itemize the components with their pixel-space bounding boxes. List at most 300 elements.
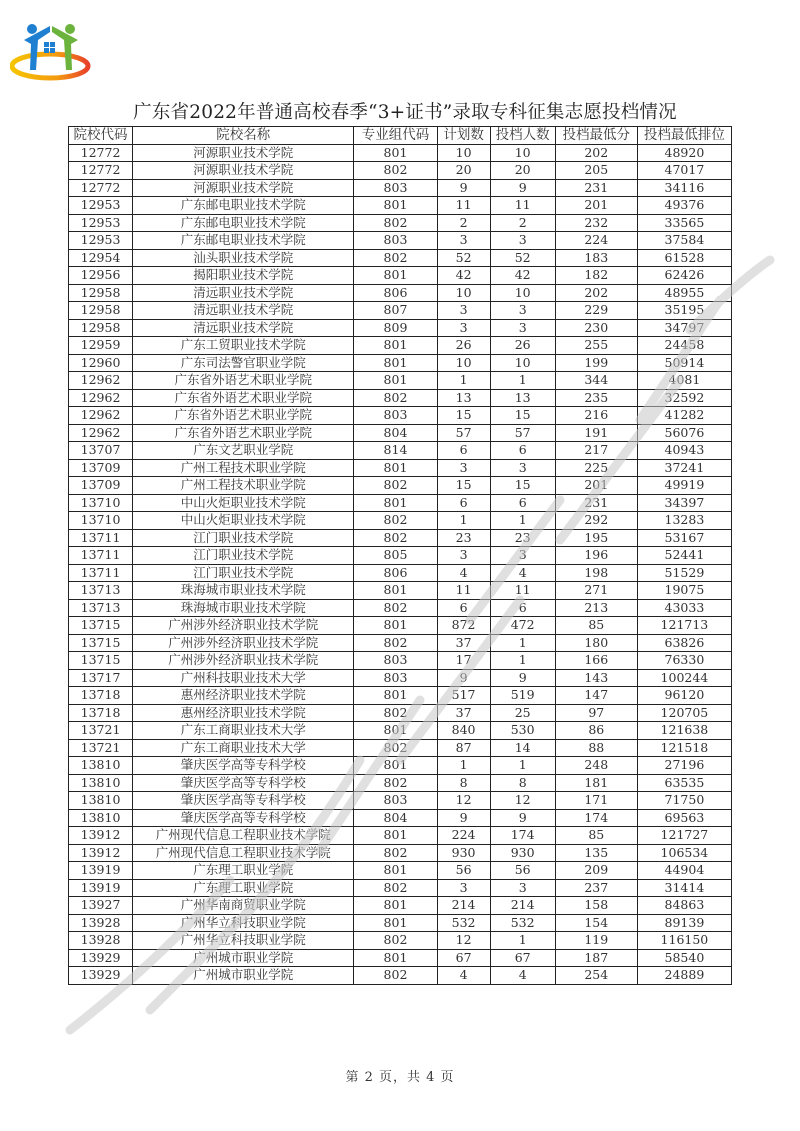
cell-major-group-code: 802 bbox=[354, 704, 437, 722]
cell-min-rank: 96120 bbox=[637, 687, 731, 705]
cell-major-group-code: 803 bbox=[354, 179, 437, 197]
cell-plan-count: 6 bbox=[437, 494, 490, 512]
cell-min-score: 254 bbox=[555, 967, 637, 985]
cell-school-code: 13713 bbox=[69, 582, 133, 600]
cell-min-score: 344 bbox=[555, 372, 637, 390]
cell-min-rank: 49919 bbox=[637, 477, 731, 495]
cell-major-group-code: 801 bbox=[354, 372, 437, 390]
cell-min-score: 248 bbox=[555, 757, 637, 775]
cell-school-code: 13709 bbox=[69, 459, 133, 477]
table-row bbox=[69, 809, 732, 827]
cell-min-rank: 56076 bbox=[637, 424, 731, 442]
cell-min-rank: 24889 bbox=[637, 967, 731, 985]
cell-school-code: 13810 bbox=[69, 809, 133, 827]
cell-min-rank: 47017 bbox=[637, 162, 731, 180]
cell-plan-count: 12 bbox=[437, 792, 490, 810]
cell-plan-count: 6 bbox=[437, 599, 490, 617]
cell-submitted-count: 3 bbox=[490, 459, 555, 477]
cell-plan-count: 56 bbox=[437, 862, 490, 880]
table-row bbox=[69, 547, 732, 565]
cell-school-code: 13718 bbox=[69, 704, 133, 722]
table-row bbox=[69, 372, 732, 390]
cell-major-group-code: 814 bbox=[354, 442, 437, 460]
cell-school-name: 汕头职业技术学院 bbox=[133, 249, 354, 267]
table-row bbox=[69, 897, 732, 915]
cell-major-group-code: 801 bbox=[354, 459, 437, 477]
cell-min-rank: 48955 bbox=[637, 284, 731, 302]
cell-school-code: 13707 bbox=[69, 442, 133, 460]
cell-plan-count: 11 bbox=[437, 582, 490, 600]
table-row bbox=[69, 914, 732, 932]
cell-min-score: 154 bbox=[555, 914, 637, 932]
table-row bbox=[69, 634, 732, 652]
cell-plan-count: 37 bbox=[437, 704, 490, 722]
cell-school-code: 13810 bbox=[69, 774, 133, 792]
cell-major-group-code: 801 bbox=[354, 267, 437, 285]
cell-plan-count: 6 bbox=[437, 442, 490, 460]
cell-min-rank: 89139 bbox=[637, 914, 731, 932]
table-row bbox=[69, 932, 732, 950]
cell-major-group-code: 802 bbox=[354, 512, 437, 530]
cell-major-group-code: 805 bbox=[354, 547, 437, 565]
cell-submitted-count: 530 bbox=[490, 722, 555, 740]
cell-major-group-code: 802 bbox=[354, 214, 437, 232]
cell-min-rank: 100244 bbox=[637, 669, 731, 687]
cell-min-rank: 48920 bbox=[637, 144, 731, 162]
cell-school-code: 12962 bbox=[69, 424, 133, 442]
cell-min-rank: 37584 bbox=[637, 232, 731, 250]
cell-major-group-code: 802 bbox=[354, 162, 437, 180]
cell-school-code: 12962 bbox=[69, 372, 133, 390]
cell-min-score: 237 bbox=[555, 879, 637, 897]
cell-major-group-code: 801 bbox=[354, 354, 437, 372]
table-row bbox=[69, 599, 732, 617]
cell-school-code: 13810 bbox=[69, 792, 133, 810]
table-row bbox=[69, 862, 732, 880]
cell-min-score: 225 bbox=[555, 459, 637, 477]
cell-submitted-count: 3 bbox=[490, 879, 555, 897]
cell-school-name: 河源职业技术学院 bbox=[133, 144, 354, 162]
table-row bbox=[69, 704, 732, 722]
cell-min-rank: 27196 bbox=[637, 757, 731, 775]
cell-school-name: 广州涉外经济职业技术学院 bbox=[133, 617, 354, 635]
table-row bbox=[69, 529, 732, 547]
cell-plan-count: 3 bbox=[437, 302, 490, 320]
cell-min-rank: 58540 bbox=[637, 949, 731, 967]
cell-school-code: 13919 bbox=[69, 879, 133, 897]
cell-major-group-code: 802 bbox=[354, 389, 437, 407]
cell-min-rank: 50914 bbox=[637, 354, 731, 372]
cell-school-name: 广东工商职业技术大学 bbox=[133, 739, 354, 757]
cell-major-group-code: 803 bbox=[354, 669, 437, 687]
cell-school-code: 12953 bbox=[69, 197, 133, 215]
cell-plan-count: 10 bbox=[437, 354, 490, 372]
cell-school-name: 广东司法警官职业学院 bbox=[133, 354, 354, 372]
table-row bbox=[69, 214, 732, 232]
table-row bbox=[69, 337, 732, 355]
cell-major-group-code: 803 bbox=[354, 232, 437, 250]
cell-major-group-code: 802 bbox=[354, 634, 437, 652]
cell-submitted-count: 6 bbox=[490, 494, 555, 512]
cell-min-rank: 121713 bbox=[637, 617, 731, 635]
document-title: 广东省2022年普通高校春季“3+证书”录取专科征集志愿投档情况 bbox=[133, 102, 677, 123]
cell-min-score: 201 bbox=[555, 197, 637, 215]
table-row bbox=[69, 162, 732, 180]
cell-school-name: 广州城市职业学院 bbox=[133, 967, 354, 985]
table-row bbox=[69, 792, 732, 810]
cell-submitted-count: 52 bbox=[490, 249, 555, 267]
cell-submitted-count: 3 bbox=[490, 302, 555, 320]
cell-min-rank: 63535 bbox=[637, 774, 731, 792]
cell-min-score: 86 bbox=[555, 722, 637, 740]
cell-min-score: 195 bbox=[555, 529, 637, 547]
cell-plan-count: 42 bbox=[437, 267, 490, 285]
table-row bbox=[69, 407, 732, 425]
cell-min-score: 143 bbox=[555, 669, 637, 687]
cell-min-score: 202 bbox=[555, 144, 637, 162]
cell-min-score: 216 bbox=[555, 407, 637, 425]
cell-submitted-count: 214 bbox=[490, 897, 555, 915]
cell-school-code: 13710 bbox=[69, 512, 133, 530]
cell-submitted-count: 1 bbox=[490, 652, 555, 670]
header-school-code: 院校代码 bbox=[69, 127, 133, 145]
cell-min-score: 166 bbox=[555, 652, 637, 670]
cell-school-name: 肇庆医学高等专科学校 bbox=[133, 792, 354, 810]
cell-submitted-count: 930 bbox=[490, 844, 555, 862]
cell-min-rank: 69563 bbox=[637, 809, 731, 827]
cell-submitted-count: 11 bbox=[490, 197, 555, 215]
table-row bbox=[69, 232, 732, 250]
cell-min-score: 119 bbox=[555, 932, 637, 950]
cell-major-group-code: 801 bbox=[354, 862, 437, 880]
table-row bbox=[69, 319, 732, 337]
cell-min-rank: 121518 bbox=[637, 739, 731, 757]
page-footer: 第 2 页，共 4 页 bbox=[345, 1070, 455, 1085]
table-row bbox=[69, 827, 732, 845]
cell-min-rank: 53167 bbox=[637, 529, 731, 547]
cell-school-name: 广东邮电职业技术学院 bbox=[133, 232, 354, 250]
cell-min-rank: 121638 bbox=[637, 722, 731, 740]
table-row bbox=[69, 652, 732, 670]
cell-school-name: 广州工程技术职业学院 bbox=[133, 477, 354, 495]
cell-min-rank: 41282 bbox=[637, 407, 731, 425]
cell-min-score: 135 bbox=[555, 844, 637, 862]
cell-min-rank: 120705 bbox=[637, 704, 731, 722]
cell-school-code: 13711 bbox=[69, 529, 133, 547]
cell-school-code: 12960 bbox=[69, 354, 133, 372]
cell-school-name: 广州现代信息工程职业技术学院 bbox=[133, 844, 354, 862]
cell-school-code: 13710 bbox=[69, 494, 133, 512]
admission-table bbox=[68, 126, 732, 985]
cell-plan-count: 4 bbox=[437, 967, 490, 985]
cell-school-code: 13711 bbox=[69, 564, 133, 582]
cell-major-group-code: 801 bbox=[354, 757, 437, 775]
cell-major-group-code: 802 bbox=[354, 249, 437, 267]
cell-min-score: 232 bbox=[555, 214, 637, 232]
table-row bbox=[69, 284, 732, 302]
cell-submitted-count: 15 bbox=[490, 477, 555, 495]
cell-school-name: 广州工程技术职业学院 bbox=[133, 459, 354, 477]
cell-plan-count: 10 bbox=[437, 144, 490, 162]
table-row bbox=[69, 442, 732, 460]
cell-school-code: 12772 bbox=[69, 179, 133, 197]
cell-school-name: 广东邮电职业技术学院 bbox=[133, 214, 354, 232]
cell-min-score: 230 bbox=[555, 319, 637, 337]
cell-plan-count: 10 bbox=[437, 284, 490, 302]
cell-plan-count: 26 bbox=[437, 337, 490, 355]
cell-plan-count: 4 bbox=[437, 564, 490, 582]
header-major-group-code: 专业组代码 bbox=[354, 127, 437, 145]
cell-submitted-count: 3 bbox=[490, 319, 555, 337]
cell-school-code: 13715 bbox=[69, 652, 133, 670]
cell-min-score: 201 bbox=[555, 477, 637, 495]
cell-plan-count: 12 bbox=[437, 932, 490, 950]
cell-min-rank: 62426 bbox=[637, 267, 731, 285]
cell-school-name: 珠海城市职业技术学院 bbox=[133, 582, 354, 600]
cell-plan-count: 9 bbox=[437, 809, 490, 827]
cell-plan-count: 224 bbox=[437, 827, 490, 845]
cell-min-score: 196 bbox=[555, 547, 637, 565]
cell-school-code: 13919 bbox=[69, 862, 133, 880]
cell-submitted-count: 10 bbox=[490, 284, 555, 302]
cell-min-rank: 121727 bbox=[637, 827, 731, 845]
cell-school-code: 12953 bbox=[69, 232, 133, 250]
table-row bbox=[69, 722, 732, 740]
cell-min-score: 229 bbox=[555, 302, 637, 320]
cell-min-rank: 116150 bbox=[637, 932, 731, 950]
table-row bbox=[69, 179, 732, 197]
table-row bbox=[69, 967, 732, 985]
cell-submitted-count: 472 bbox=[490, 617, 555, 635]
cell-min-score: 231 bbox=[555, 179, 637, 197]
cell-submitted-count: 57 bbox=[490, 424, 555, 442]
cell-submitted-count: 10 bbox=[490, 354, 555, 372]
cell-major-group-code: 806 bbox=[354, 284, 437, 302]
cell-school-name: 肇庆医学高等专科学校 bbox=[133, 809, 354, 827]
cell-school-code: 12962 bbox=[69, 407, 133, 425]
cell-school-code: 13928 bbox=[69, 914, 133, 932]
cell-plan-count: 17 bbox=[437, 652, 490, 670]
cell-school-code: 13929 bbox=[69, 967, 133, 985]
cell-major-group-code: 807 bbox=[354, 302, 437, 320]
cell-min-score: 224 bbox=[555, 232, 637, 250]
cell-major-group-code: 802 bbox=[354, 844, 437, 862]
cell-min-rank: 34397 bbox=[637, 494, 731, 512]
cell-school-code: 12772 bbox=[69, 162, 133, 180]
cell-school-name: 揭阳职业技术学院 bbox=[133, 267, 354, 285]
cell-submitted-count: 1 bbox=[490, 757, 555, 775]
cell-plan-count: 57 bbox=[437, 424, 490, 442]
cell-plan-count: 13 bbox=[437, 389, 490, 407]
cell-min-rank: 49376 bbox=[637, 197, 731, 215]
header-plan-count: 计划数 bbox=[437, 127, 490, 145]
cell-school-name: 广州华南商贸职业学院 bbox=[133, 897, 354, 915]
cell-min-score: 205 bbox=[555, 162, 637, 180]
cell-major-group-code: 801 bbox=[354, 197, 437, 215]
cell-major-group-code: 802 bbox=[354, 967, 437, 985]
cell-school-code: 13717 bbox=[69, 669, 133, 687]
cell-submitted-count: 9 bbox=[490, 179, 555, 197]
header-submitted-count: 投档人数 bbox=[490, 127, 555, 145]
cell-school-code: 12962 bbox=[69, 389, 133, 407]
cell-submitted-count: 1 bbox=[490, 634, 555, 652]
cell-min-score: 181 bbox=[555, 774, 637, 792]
cell-submitted-count: 8 bbox=[490, 774, 555, 792]
cell-major-group-code: 801 bbox=[354, 494, 437, 512]
cell-school-code: 12954 bbox=[69, 249, 133, 267]
cell-school-code: 13715 bbox=[69, 617, 133, 635]
cell-school-code: 12958 bbox=[69, 302, 133, 320]
cell-school-name: 广州涉外经济职业技术学院 bbox=[133, 634, 354, 652]
cell-major-group-code: 801 bbox=[354, 722, 437, 740]
table-row bbox=[69, 494, 732, 512]
table-row bbox=[69, 844, 732, 862]
cell-school-name: 广州华立科技职业学院 bbox=[133, 914, 354, 932]
cell-school-name: 中山火炬职业技术学院 bbox=[133, 512, 354, 530]
cell-submitted-count: 3 bbox=[490, 232, 555, 250]
cell-school-name: 清远职业技术学院 bbox=[133, 319, 354, 337]
cell-min-score: 231 bbox=[555, 494, 637, 512]
cell-submitted-count: 4 bbox=[490, 564, 555, 582]
cell-min-rank: 4081 bbox=[637, 372, 731, 390]
cell-plan-count: 52 bbox=[437, 249, 490, 267]
cell-min-score: 235 bbox=[555, 389, 637, 407]
cell-major-group-code: 802 bbox=[354, 932, 437, 950]
cell-school-name: 广州科技职业技术大学 bbox=[133, 669, 354, 687]
cell-school-code: 13715 bbox=[69, 634, 133, 652]
cell-plan-count: 8 bbox=[437, 774, 490, 792]
cell-plan-count: 9 bbox=[437, 179, 490, 197]
cell-submitted-count: 23 bbox=[490, 529, 555, 547]
cell-min-rank: 61528 bbox=[637, 249, 731, 267]
cell-school-code: 12772 bbox=[69, 144, 133, 162]
table-row bbox=[69, 617, 732, 635]
cell-min-score: 271 bbox=[555, 582, 637, 600]
cell-min-score: 182 bbox=[555, 267, 637, 285]
cell-major-group-code: 802 bbox=[354, 739, 437, 757]
cell-school-code: 13810 bbox=[69, 757, 133, 775]
cell-min-score: 209 bbox=[555, 862, 637, 880]
table-row bbox=[69, 774, 732, 792]
table-row bbox=[69, 512, 732, 530]
cell-school-name: 珠海城市职业技术学院 bbox=[133, 599, 354, 617]
cell-major-group-code: 803 bbox=[354, 652, 437, 670]
cell-submitted-count: 67 bbox=[490, 949, 555, 967]
cell-min-score: 183 bbox=[555, 249, 637, 267]
cell-school-name: 广东理工职业学院 bbox=[133, 862, 354, 880]
cell-school-name: 广东理工职业学院 bbox=[133, 879, 354, 897]
cell-school-name: 惠州经济职业技术学院 bbox=[133, 687, 354, 705]
cell-submitted-count: 42 bbox=[490, 267, 555, 285]
cell-school-name: 广东邮电职业技术学院 bbox=[133, 197, 354, 215]
table-row bbox=[69, 949, 732, 967]
cell-school-name: 广东省外语艺术职业学院 bbox=[133, 424, 354, 442]
cell-school-code: 12958 bbox=[69, 319, 133, 337]
cell-submitted-count: 20 bbox=[490, 162, 555, 180]
cell-min-rank: 34797 bbox=[637, 319, 731, 337]
cell-plan-count: 1 bbox=[437, 512, 490, 530]
cell-min-score: 180 bbox=[555, 634, 637, 652]
cell-submitted-count: 11 bbox=[490, 582, 555, 600]
table-row bbox=[69, 302, 732, 320]
cell-min-rank: 33565 bbox=[637, 214, 731, 232]
cell-school-name: 肇庆医学高等专科学校 bbox=[133, 774, 354, 792]
cell-school-name: 河源职业技术学院 bbox=[133, 162, 354, 180]
table-body bbox=[69, 144, 732, 984]
cell-submitted-count: 12 bbox=[490, 792, 555, 810]
table-row bbox=[69, 564, 732, 582]
table-row bbox=[69, 669, 732, 687]
cell-school-code: 13709 bbox=[69, 477, 133, 495]
cell-min-score: 199 bbox=[555, 354, 637, 372]
cell-submitted-count: 1 bbox=[490, 932, 555, 950]
header-min-rank: 投档最低排位 bbox=[637, 127, 731, 145]
cell-submitted-count: 1 bbox=[490, 512, 555, 530]
cell-min-score: 158 bbox=[555, 897, 637, 915]
cell-school-code: 12953 bbox=[69, 214, 133, 232]
cell-min-rank: 51529 bbox=[637, 564, 731, 582]
cell-school-name: 惠州经济职业技术学院 bbox=[133, 704, 354, 722]
cell-major-group-code: 806 bbox=[354, 564, 437, 582]
cell-plan-count: 3 bbox=[437, 232, 490, 250]
cell-school-name: 广东工贸职业技术学院 bbox=[133, 337, 354, 355]
cell-min-rank: 37241 bbox=[637, 459, 731, 477]
cell-min-rank: 13283 bbox=[637, 512, 731, 530]
header-school-name: 院校名称 bbox=[133, 127, 354, 145]
cell-school-code: 13721 bbox=[69, 722, 133, 740]
cell-min-score: 202 bbox=[555, 284, 637, 302]
cell-submitted-count: 532 bbox=[490, 914, 555, 932]
table-row bbox=[69, 582, 732, 600]
cell-plan-count: 2 bbox=[437, 214, 490, 232]
cell-min-rank: 31414 bbox=[637, 879, 731, 897]
cell-plan-count: 872 bbox=[437, 617, 490, 635]
table-row bbox=[69, 144, 732, 162]
cell-major-group-code: 801 bbox=[354, 337, 437, 355]
cell-school-name: 广东省外语艺术职业学院 bbox=[133, 407, 354, 425]
cell-min-score: 255 bbox=[555, 337, 637, 355]
cell-min-score: 85 bbox=[555, 617, 637, 635]
cell-min-rank: 106534 bbox=[637, 844, 731, 862]
cell-major-group-code: 801 bbox=[354, 914, 437, 932]
cell-min-rank: 43033 bbox=[637, 599, 731, 617]
cell-school-name: 广东工商职业技术大学 bbox=[133, 722, 354, 740]
cell-submitted-count: 174 bbox=[490, 827, 555, 845]
cell-submitted-count: 6 bbox=[490, 442, 555, 460]
cell-submitted-count: 4 bbox=[490, 967, 555, 985]
cell-school-name: 广州华立科技职业学院 bbox=[133, 932, 354, 950]
cell-school-code: 12956 bbox=[69, 267, 133, 285]
house-with-two-people-logo-icon bbox=[10, 20, 92, 82]
cell-school-code: 13721 bbox=[69, 739, 133, 757]
cell-school-name: 肇庆医学高等专科学校 bbox=[133, 757, 354, 775]
cell-school-name: 河源职业技术学院 bbox=[133, 179, 354, 197]
cell-min-rank: 63826 bbox=[637, 634, 731, 652]
cell-school-code: 13928 bbox=[69, 932, 133, 950]
cell-school-code: 13912 bbox=[69, 827, 133, 845]
cell-plan-count: 11 bbox=[437, 197, 490, 215]
cell-min-rank: 32592 bbox=[637, 389, 731, 407]
cell-min-rank: 34116 bbox=[637, 179, 731, 197]
cell-school-name: 中山火炬职业技术学院 bbox=[133, 494, 354, 512]
cell-min-rank: 35195 bbox=[637, 302, 731, 320]
cell-plan-count: 37 bbox=[437, 634, 490, 652]
cell-plan-count: 517 bbox=[437, 687, 490, 705]
cell-submitted-count: 15 bbox=[490, 407, 555, 425]
table-header-row bbox=[69, 127, 732, 145]
cell-submitted-count: 6 bbox=[490, 599, 555, 617]
cell-school-name: 广东省外语艺术职业学院 bbox=[133, 389, 354, 407]
